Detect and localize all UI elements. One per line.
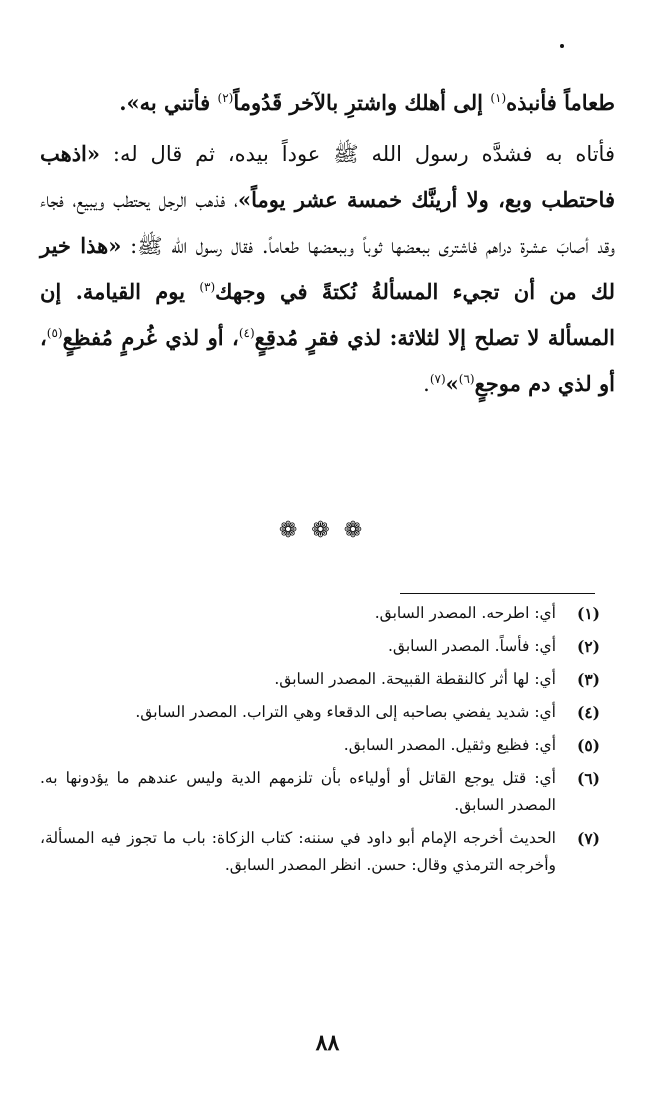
footnote <box>40 699 600 726</box>
paragraph-end: . <box>423 372 430 396</box>
footnote <box>40 666 600 693</box>
flower-ornament-icon: ❁ <box>311 518 344 543</box>
closing-quote-mark: » <box>445 371 459 396</box>
flower-ornament-icon: ❁ <box>343 518 377 543</box>
footnote-number: (٣) <box>576 670 600 689</box>
footnote-separator <box>400 593 595 594</box>
footnote-text: أي: شديد يفضي بصاحبه إلى الدقعاء وهي التراب. المصدر السابق. <box>135 703 556 721</box>
footnote-number: (٢) <box>576 637 600 656</box>
hadith-quote-2-cont: يوم القيامة. إن المسألة لا تصلح إلا لثلاثة: لذي فقرٍ مُدقِعٍ <box>40 279 616 350</box>
footnote <box>40 633 600 660</box>
footnote-number: (٥) <box>576 736 600 755</box>
footnote <box>40 765 600 819</box>
footnote-ref-7: (٧) <box>429 372 446 386</box>
footnote <box>40 825 600 879</box>
page-number: ٨٨ <box>315 1030 340 1056</box>
flower-ornament-icon: ❁ <box>278 518 312 543</box>
footnote-text: أي: لها أثر كالنقطة القبيحة. المصدر السابق. <box>274 670 556 688</box>
footnote-text: أي: فظيع وثقيل. المصدر السابق. <box>343 736 556 754</box>
footnotes <box>40 600 600 885</box>
footnote-ref-5: (٥) <box>46 326 63 340</box>
footnote-ref-1: (١) <box>490 91 507 105</box>
continuation-line <box>40 80 615 125</box>
hadith-quote-2-cont: ، أو لذي غُرمٍ مُفظِعٍ <box>62 325 239 350</box>
footnote-ref-3: (٣) <box>199 280 216 294</box>
text-fragment: فأتني به». <box>119 90 218 115</box>
footnote <box>40 600 600 627</box>
footnote <box>40 732 600 759</box>
main-paragraph <box>40 131 615 407</box>
footnote-text: أي: قتل يوجع القاتل أو أولياءه بأن تلزمهم الدية وليس عندهم ما يؤدونها به. المصدر السابق. <box>40 769 556 814</box>
footnote-text: الحديث أخرجه الإمام أبو داود في سننه: كتاب الزكاة: باب ما تجوز فيه المسألة، وأخرجه الترمذي وقال: حسن. انظر المصدر السابق. <box>40 829 556 874</box>
paragraph-intro: فأتاه به فشدَّه رسول الله ﷺ عوداً بيده، ثم قال له: <box>100 142 615 166</box>
footnote-text: أي: فأساً. المصدر السابق. <box>387 637 556 655</box>
footnote-ref-2: (٢) <box>217 91 234 105</box>
footnote-number: (٦) <box>576 769 600 788</box>
footnote-text: أي: اطرحه. المصدر السابق. <box>374 604 556 622</box>
hadith-quote-2: «هذا خير لك من أن تجيء المسألةُ نُكتةً في وجهك <box>40 233 615 304</box>
footnote-ref-6: (٦) <box>458 372 475 386</box>
section-divider <box>0 518 655 543</box>
text-fragment: إلى أهلك واشترِ بالآخر قَدُوماً <box>233 90 491 115</box>
footnote-ref-4: (٤) <box>238 326 255 340</box>
hadith-quote-1: «اذهب فاحتطب وبع، ولا أرينَّك خمسة عشر يوماً» <box>40 141 615 212</box>
text-fragment: طعاماً فأنبذه <box>506 90 615 115</box>
paragraph-narration: ، فذهب الرجل يحتطب ويبيع، فجاء وقد أصابَ عشرة دراهم فاشترى ببعضها ثوباً وببعضها طعاماً. فقال رسول الله ﷺ: <box>40 188 615 258</box>
footnote-number: (٧) <box>576 829 600 848</box>
footnote-number: (١) <box>576 604 600 623</box>
footnote-number: (٤) <box>576 703 600 722</box>
hadith-quote-2-cont: ، أو لذي دم موجعٍ <box>40 325 615 396</box>
main-text <box>40 80 615 407</box>
top-dot-mark <box>560 44 564 48</box>
